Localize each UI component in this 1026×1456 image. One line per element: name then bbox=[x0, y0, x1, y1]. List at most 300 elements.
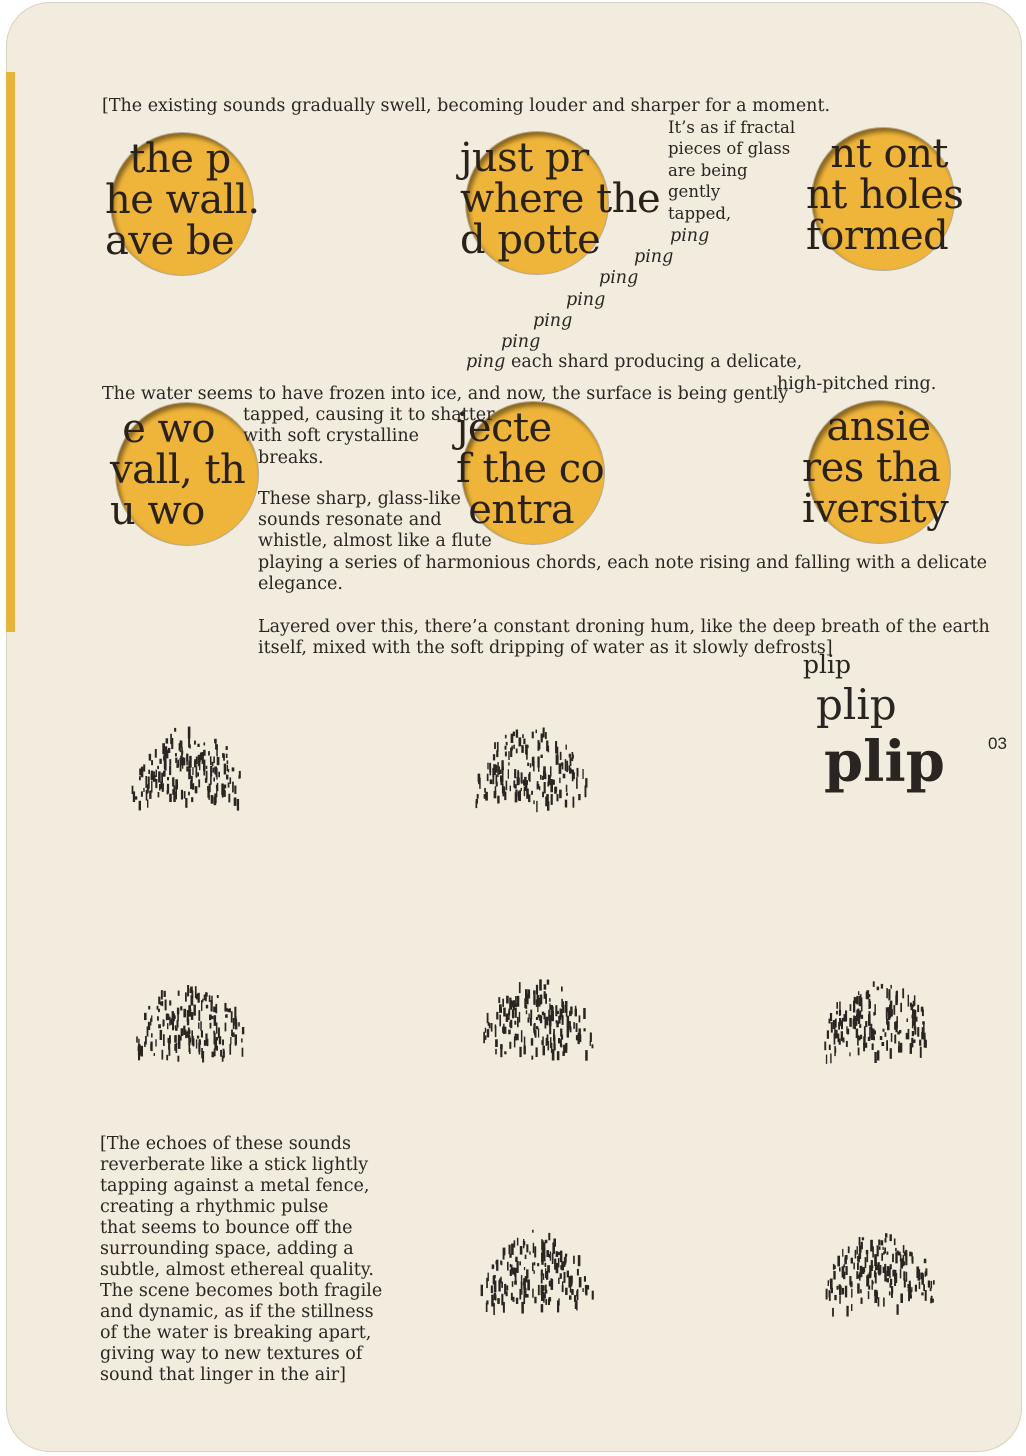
ink-droplet bbox=[187, 1019, 189, 1026]
ink-droplet bbox=[924, 1036, 926, 1048]
ink-droplet bbox=[485, 1028, 486, 1033]
ink-droplet bbox=[225, 1023, 227, 1032]
ink-droplet bbox=[511, 734, 514, 743]
ink-droplet bbox=[201, 1000, 202, 1011]
ink-droplet bbox=[565, 759, 567, 771]
ink-droplet bbox=[924, 1259, 927, 1264]
ink-droplet bbox=[510, 1003, 512, 1008]
ink-droplet bbox=[194, 759, 197, 766]
ink-droplet bbox=[209, 1015, 211, 1020]
ink-droplet bbox=[497, 1298, 500, 1304]
ink-droplet bbox=[830, 1279, 833, 1290]
ink-splatter-graphic bbox=[819, 1219, 939, 1337]
ink-droplet bbox=[900, 1269, 902, 1279]
ink-droplet bbox=[242, 1048, 244, 1057]
ink-droplet bbox=[188, 727, 191, 739]
ink-droplet bbox=[169, 1017, 170, 1026]
ink-droplet bbox=[921, 1273, 923, 1285]
ink-droplet bbox=[866, 1250, 868, 1254]
ink-droplet bbox=[868, 1286, 870, 1290]
ink-droplet bbox=[532, 732, 534, 739]
ink-droplet bbox=[229, 1044, 231, 1055]
ink-droplet bbox=[181, 1028, 184, 1036]
ink-droplet bbox=[851, 1258, 853, 1264]
ink-droplet bbox=[846, 1041, 848, 1047]
ink-droplet bbox=[834, 1046, 836, 1056]
ink-droplet bbox=[542, 1240, 543, 1249]
ink-droplet bbox=[835, 1019, 837, 1028]
ink-droplet bbox=[824, 1042, 826, 1051]
ink-droplet bbox=[192, 767, 193, 775]
ink-droplet bbox=[560, 1009, 562, 1020]
ink-droplet bbox=[543, 1046, 546, 1056]
ink-droplet bbox=[135, 796, 138, 799]
ink-droplet bbox=[550, 766, 552, 776]
ink-droplet bbox=[534, 1297, 536, 1304]
ink-droplet bbox=[507, 1262, 509, 1271]
ink-droplet bbox=[524, 1267, 525, 1270]
ink-droplet bbox=[541, 1304, 544, 1312]
ink-droplet bbox=[203, 769, 205, 776]
ink-droplet bbox=[577, 1269, 579, 1276]
ink-droplet bbox=[558, 1038, 560, 1043]
ink-droplet bbox=[517, 770, 519, 779]
ink-droplet bbox=[530, 763, 531, 767]
ink-droplet bbox=[526, 789, 529, 799]
ink-droplet bbox=[509, 1042, 511, 1049]
ink-droplet bbox=[156, 770, 158, 777]
ink-droplet bbox=[886, 1040, 888, 1051]
ink-droplet bbox=[545, 1019, 547, 1029]
ink-droplet bbox=[234, 1007, 236, 1018]
ink-droplet bbox=[499, 766, 500, 774]
ink-droplet bbox=[226, 746, 228, 750]
ink-droplet bbox=[515, 1034, 517, 1041]
ink-droplet bbox=[529, 1251, 530, 1254]
ink-droplet bbox=[869, 994, 871, 997]
ink-droplet bbox=[548, 1233, 550, 1240]
ink-droplet bbox=[908, 995, 909, 1007]
ink-droplet bbox=[180, 741, 182, 748]
ink-droplet bbox=[515, 1258, 517, 1262]
ink-droplet bbox=[573, 797, 575, 808]
ink-droplet bbox=[160, 1030, 163, 1040]
ink-droplet bbox=[552, 1011, 555, 1021]
ink-droplet bbox=[855, 1250, 857, 1259]
ink-droplet bbox=[548, 775, 550, 783]
hole-text: just pr where the d potte bbox=[460, 135, 661, 263]
ink-droplet bbox=[861, 1298, 863, 1304]
ink-droplet bbox=[178, 1040, 181, 1049]
ink-droplet bbox=[877, 1245, 879, 1256]
ink-droplet bbox=[206, 771, 208, 780]
ink-droplet bbox=[884, 1271, 887, 1282]
ink-droplet bbox=[478, 777, 480, 784]
ink-droplet bbox=[583, 1008, 586, 1019]
ink-droplet bbox=[510, 1269, 512, 1276]
ink-droplet bbox=[506, 781, 508, 791]
ink-droplet bbox=[201, 1030, 203, 1037]
ink-droplet bbox=[905, 1256, 907, 1262]
ink-droplet bbox=[883, 1252, 885, 1255]
ink-droplet bbox=[846, 1306, 848, 1317]
ink-droplet bbox=[878, 1264, 879, 1270]
ink-droplet bbox=[889, 1010, 891, 1018]
ink-droplet bbox=[532, 1289, 534, 1298]
ink-droplet bbox=[178, 991, 180, 996]
ink-droplet bbox=[579, 1015, 581, 1022]
ink-droplet bbox=[230, 1037, 231, 1045]
ink-droplet bbox=[883, 1298, 885, 1307]
ink-droplet bbox=[850, 1004, 852, 1011]
ink-droplet bbox=[541, 1253, 544, 1262]
ink-droplet bbox=[541, 755, 543, 758]
ink-droplet bbox=[881, 1253, 883, 1261]
ink-droplet bbox=[189, 1038, 191, 1043]
ink-droplet bbox=[529, 772, 531, 782]
ink-droplet bbox=[931, 1296, 933, 1300]
ink-droplet bbox=[558, 1278, 560, 1284]
ink-droplet bbox=[506, 1285, 508, 1290]
ink-droplet bbox=[217, 757, 220, 765]
ink-droplet bbox=[897, 1251, 899, 1255]
ink-droplet bbox=[858, 1048, 860, 1056]
ink-droplet bbox=[139, 776, 141, 780]
ink-droplet bbox=[476, 801, 478, 808]
ink-droplet bbox=[549, 998, 551, 1002]
ink-droplet bbox=[514, 1021, 516, 1025]
ink-droplet bbox=[158, 771, 161, 782]
ink-droplet bbox=[157, 766, 159, 769]
ink-droplet bbox=[571, 1289, 574, 1295]
ink-droplet bbox=[176, 789, 177, 800]
ink-droplet bbox=[523, 1239, 524, 1248]
ink-droplet bbox=[220, 1050, 222, 1057]
ink-droplet bbox=[560, 1251, 563, 1263]
ink-droplet bbox=[187, 985, 189, 996]
ink-droplet bbox=[487, 1013, 489, 1023]
ink-droplet bbox=[545, 1240, 548, 1243]
ink-droplet bbox=[874, 1030, 876, 1034]
ink-droplet bbox=[180, 1006, 182, 1010]
ink-droplet bbox=[163, 771, 166, 777]
ink-droplet bbox=[493, 773, 495, 784]
ink-droplet bbox=[206, 766, 208, 769]
ink-droplet bbox=[228, 1009, 230, 1013]
ink-droplet bbox=[575, 1302, 577, 1309]
ink-droplet bbox=[219, 1036, 221, 1044]
ink-droplet bbox=[525, 1288, 527, 1298]
ink-droplet bbox=[486, 1300, 488, 1304]
ink-droplet bbox=[210, 775, 212, 785]
ink-droplet bbox=[487, 774, 489, 781]
ink-droplet bbox=[555, 787, 558, 792]
ink-droplet bbox=[912, 1014, 914, 1017]
ink-droplet bbox=[514, 1268, 516, 1277]
ping-word: ping bbox=[466, 352, 506, 372]
yellow-page-edge bbox=[6, 72, 15, 632]
ink-droplet bbox=[893, 1005, 895, 1015]
ink-droplet bbox=[872, 1281, 874, 1284]
ink-droplet bbox=[213, 757, 215, 764]
ink-droplet bbox=[514, 784, 517, 788]
ink-droplet bbox=[590, 1033, 592, 1042]
ink-droplet bbox=[866, 992, 868, 999]
ink-droplet bbox=[878, 1240, 880, 1246]
ink-droplet bbox=[538, 1285, 540, 1295]
ink-droplet bbox=[520, 1246, 523, 1255]
ink-droplet bbox=[213, 1007, 215, 1013]
ink-droplet bbox=[544, 782, 546, 793]
ink-droplet bbox=[141, 767, 143, 778]
ink-droplet bbox=[921, 1007, 924, 1012]
ink-droplet bbox=[234, 786, 236, 794]
ink-droplet bbox=[224, 764, 226, 775]
ink-droplet bbox=[565, 1256, 566, 1265]
ink-droplet bbox=[198, 1023, 199, 1029]
ink-droplet bbox=[891, 1033, 893, 1042]
ink-droplet bbox=[545, 994, 547, 1004]
ink-droplet bbox=[913, 1001, 915, 1007]
ink-droplet bbox=[210, 758, 212, 765]
ink-droplet bbox=[881, 984, 883, 989]
ink-droplet bbox=[144, 1013, 147, 1020]
ink-droplet bbox=[222, 1040, 224, 1046]
ink-droplet bbox=[504, 1248, 505, 1256]
ink-droplet bbox=[232, 1032, 235, 1037]
ink-droplet bbox=[495, 786, 497, 794]
ink-droplet bbox=[524, 787, 525, 797]
ink-droplet bbox=[497, 766, 498, 777]
ink-droplet bbox=[537, 1003, 538, 1012]
ink-droplet bbox=[198, 1010, 200, 1021]
ping-word: ping bbox=[501, 332, 541, 352]
ink-droplet bbox=[202, 999, 203, 1003]
ink-droplet bbox=[508, 1009, 510, 1016]
ink-droplet bbox=[917, 1027, 919, 1037]
ink-droplet bbox=[864, 1033, 866, 1042]
ink-droplet bbox=[487, 1029, 489, 1037]
ink-splatter-graphic bbox=[476, 1219, 596, 1337]
ink-droplet bbox=[886, 1007, 887, 1019]
ink-droplet bbox=[877, 987, 880, 991]
ink-droplet bbox=[837, 1286, 839, 1290]
ink-droplet bbox=[561, 999, 563, 1008]
ink-droplet bbox=[159, 784, 161, 791]
ink-droplet bbox=[570, 769, 572, 773]
ink-droplet bbox=[902, 988, 904, 998]
ink-droplet bbox=[517, 1238, 519, 1246]
ink-droplet bbox=[533, 1243, 534, 1253]
ink-droplet bbox=[150, 1044, 152, 1050]
ink-droplet bbox=[539, 979, 542, 990]
shard-text: each shard producing a delicate, bbox=[511, 352, 803, 372]
ink-droplet bbox=[826, 1289, 828, 1300]
ink-droplet bbox=[189, 1005, 191, 1016]
ink-droplet bbox=[536, 1047, 538, 1057]
ink-droplet bbox=[519, 1012, 520, 1023]
ink-droplet bbox=[900, 1043, 903, 1053]
ink-droplet bbox=[551, 1279, 554, 1290]
ink-droplet bbox=[147, 785, 149, 793]
ink-droplet bbox=[494, 742, 496, 749]
ink-droplet bbox=[874, 1052, 876, 1063]
ink-droplet bbox=[582, 769, 583, 779]
ink-droplet bbox=[209, 784, 211, 793]
ink-droplet bbox=[576, 1023, 578, 1032]
ink-droplet bbox=[525, 989, 528, 999]
ink-droplet bbox=[174, 1015, 175, 1019]
ink-droplet bbox=[153, 771, 155, 779]
ink-droplet bbox=[214, 1039, 217, 1049]
ink-droplet bbox=[562, 1281, 563, 1289]
ink-droplet bbox=[579, 1277, 582, 1287]
ink-droplet bbox=[177, 1056, 179, 1062]
ink-droplet bbox=[198, 1043, 200, 1052]
ink-droplet bbox=[553, 780, 555, 785]
ink-droplet bbox=[525, 1255, 527, 1259]
ink-droplet bbox=[495, 1049, 497, 1055]
ink-droplet bbox=[546, 741, 548, 752]
ink-droplet bbox=[860, 1289, 862, 1293]
ink-droplet bbox=[892, 1254, 894, 1263]
ink-droplet bbox=[885, 1238, 887, 1242]
ink-droplet bbox=[232, 782, 234, 793]
ink-droplet bbox=[191, 990, 193, 998]
ink-droplet bbox=[200, 1021, 202, 1030]
ink-droplet bbox=[887, 1278, 890, 1282]
ink-droplet bbox=[888, 989, 890, 1000]
ink-droplet bbox=[225, 1014, 228, 1018]
ink-droplet bbox=[839, 1018, 841, 1024]
ink-droplet bbox=[545, 1263, 547, 1267]
ink-droplet bbox=[185, 992, 187, 1001]
ink-droplet bbox=[506, 1014, 509, 1022]
ink-droplet bbox=[853, 1019, 854, 1029]
ink-droplet bbox=[842, 1288, 844, 1295]
ink-droplet bbox=[242, 1027, 244, 1034]
ink-droplet bbox=[216, 768, 217, 780]
ink-droplet bbox=[542, 1250, 545, 1254]
ink-droplet bbox=[573, 1022, 575, 1029]
ink-droplet bbox=[181, 750, 183, 754]
ink-droplet bbox=[484, 1035, 487, 1040]
ink-droplet bbox=[510, 786, 511, 792]
ink-droplet bbox=[910, 1043, 912, 1054]
ink-droplet bbox=[829, 1045, 831, 1050]
ink-droplet bbox=[834, 1295, 836, 1300]
ink-droplet bbox=[497, 742, 499, 752]
ink-droplet bbox=[890, 1234, 892, 1241]
ink-droplet bbox=[533, 995, 535, 1005]
ink-droplet bbox=[894, 1239, 896, 1246]
ink-droplet bbox=[556, 1020, 558, 1023]
ink-droplet bbox=[576, 1035, 578, 1040]
ink-droplet bbox=[526, 1010, 527, 1014]
ink-droplet bbox=[221, 784, 224, 796]
fractal-text: It’s as if fractal pieces of glass are being gently tapped, bbox=[668, 118, 796, 223]
sharp-text: These sharp, glass-like sounds resonate and whistle, almost like a flute bbox=[258, 489, 492, 551]
ink-droplet bbox=[238, 1022, 240, 1026]
ink-droplet bbox=[533, 800, 534, 804]
ink-droplet bbox=[155, 749, 157, 758]
ink-droplet bbox=[525, 1276, 528, 1282]
ink-droplet bbox=[895, 995, 898, 1005]
ink-droplet bbox=[183, 758, 185, 766]
ink-droplet bbox=[515, 790, 517, 797]
ink-droplet bbox=[498, 997, 500, 1003]
ink-droplet bbox=[175, 1025, 177, 1029]
ink-droplet bbox=[223, 755, 225, 761]
ink-droplet bbox=[148, 1006, 150, 1010]
ink-droplet bbox=[566, 1006, 568, 1017]
ink-droplet bbox=[545, 1268, 546, 1278]
ink-droplet bbox=[169, 1049, 171, 1056]
ink-droplet bbox=[534, 1246, 536, 1257]
breaks-text: breaks. bbox=[258, 448, 324, 468]
ink-droplet bbox=[925, 1271, 927, 1276]
ink-droplet bbox=[202, 752, 204, 764]
ink-droplet bbox=[546, 794, 549, 803]
ink-droplet bbox=[145, 1036, 147, 1045]
ink-droplet bbox=[837, 1256, 840, 1267]
ink-droplet bbox=[519, 1289, 521, 1300]
ink-droplet bbox=[526, 780, 529, 785]
ink-droplet bbox=[566, 793, 568, 796]
ink-droplet bbox=[521, 781, 523, 784]
cutout-hole bbox=[802, 401, 950, 543]
ink-droplet bbox=[869, 1011, 871, 1017]
ink-droplet bbox=[569, 1295, 572, 1299]
ink-droplet bbox=[542, 776, 544, 780]
ink-droplet bbox=[499, 1004, 502, 1013]
ink-droplet bbox=[578, 794, 580, 800]
ink-droplet bbox=[911, 1287, 912, 1292]
ink-droplet bbox=[185, 1032, 188, 1038]
ping-word: ping bbox=[566, 290, 606, 310]
ink-droplet bbox=[827, 1030, 829, 1038]
ink-droplet bbox=[919, 1282, 921, 1290]
ink-droplet bbox=[559, 778, 560, 784]
ink-droplet bbox=[541, 734, 543, 737]
ink-droplet bbox=[859, 1024, 861, 1028]
ink-droplet bbox=[228, 794, 230, 803]
ink-droplet bbox=[521, 1030, 523, 1042]
ink-droplet bbox=[833, 1271, 835, 1280]
ink-droplet bbox=[828, 1280, 829, 1286]
ink-droplet bbox=[582, 1288, 583, 1292]
ink-droplet bbox=[494, 1281, 497, 1293]
ink-droplet bbox=[547, 782, 549, 787]
ink-droplet bbox=[148, 770, 150, 774]
ink-droplet bbox=[210, 766, 212, 777]
ink-droplet bbox=[215, 741, 216, 750]
ink-droplet bbox=[558, 1298, 559, 1305]
ink-droplet bbox=[826, 1055, 827, 1064]
ink-droplet bbox=[908, 1029, 910, 1040]
ink-droplet bbox=[548, 1299, 550, 1305]
ink-droplet bbox=[898, 1041, 900, 1049]
ink-droplet bbox=[228, 769, 230, 772]
ink-droplet bbox=[909, 1284, 911, 1294]
ink-droplet bbox=[501, 1294, 503, 1306]
ink-droplet bbox=[183, 1026, 185, 1034]
ink-droplet bbox=[547, 1265, 550, 1273]
ink-droplet bbox=[171, 738, 173, 749]
ink-droplet bbox=[845, 1286, 847, 1298]
ink-droplet bbox=[511, 1244, 514, 1255]
ink-droplet bbox=[851, 1304, 852, 1311]
